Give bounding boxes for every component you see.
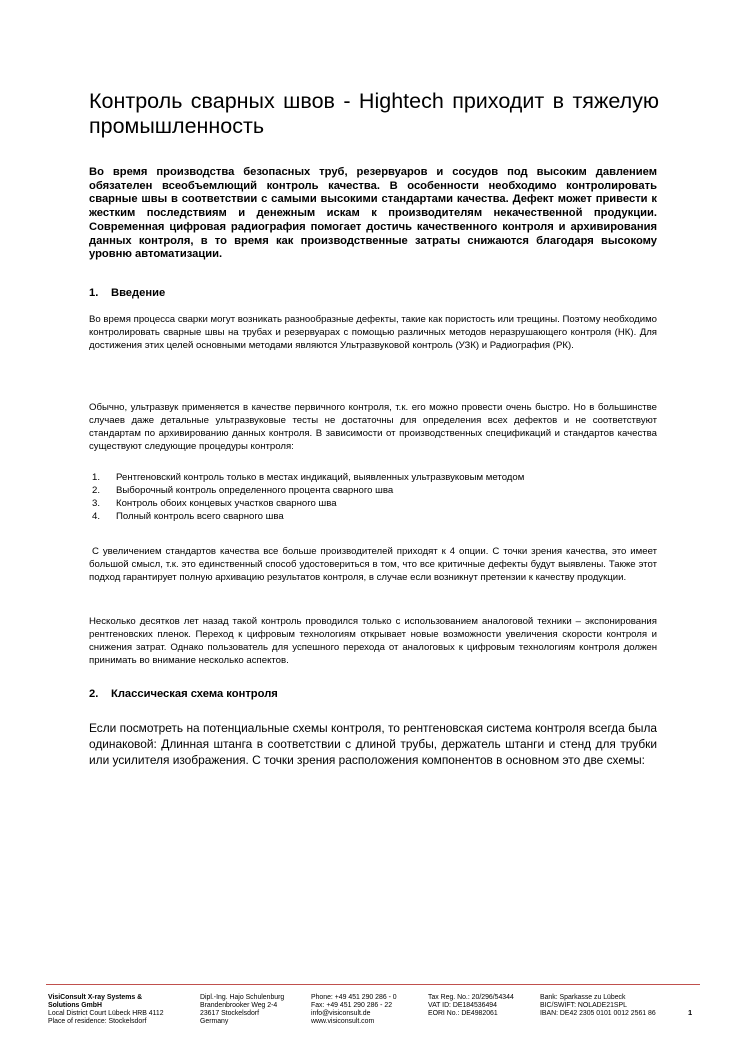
list-item: 1. Рентгеновский контроль только в местах индикаций, выявленных ультразвуковым методом xyxy=(92,472,525,483)
footer-company: VisiConsult X-ray Systems & Solutions GmbH Local District Court Lübeck HRB 4112 Place of residence: Stockelsdorf xyxy=(48,994,164,1026)
section-1-heading xyxy=(89,287,165,299)
lead-paragraph: Во время производства безопасных труб, резервуаров и сосудов под высоким давлением обязателен всеобъемлющий контроль качества. В особенности необходимо контролировать сварные швы в соответствии с самыми высокими стандартами качества. Дефект может привести к жестким последствиям и денежным искам к производителям некачественной продукции. Современная цифровая радиография помогает достичь качественного контроля и архивирования данных контроля, в то время как производственные затраты снижаются благодаря высокому уровню автоматизации. xyxy=(89,166,657,261)
procedure-list xyxy=(89,471,649,523)
footer-tax: Tax Reg. No.: 20/296/54344 VAT ID: DE184536494 EORI No.: DE4982061 xyxy=(428,994,514,1018)
section-1-paragraph-1: Во время процесса сварки могут возникать разнообразные дефекты, такие как пористость или трещины. Поэтому необходимо контролировать сварные швы на трубах и резервуарах с помощью различных методов неразрушающего контроля (НК). Для достижения этих целей основными методами являются Ультразвуковой контроль (УЗК) и Радиография (РК). xyxy=(89,314,657,352)
list-item: 3. Контроль обоих концевых участков сварного шва xyxy=(92,498,337,510)
footer-contact: Phone: +49 451 290 286 - 0 Fax: +49 451 290 286 - 22 info@visiconsult.de www.visiconsult.com xyxy=(311,994,397,1026)
footer-rule xyxy=(46,984,700,985)
list-item: 4. Полный контроль всего сварного шва xyxy=(92,511,284,523)
footer-bank: Bank: Sparkasse zu Lübeck BIC/SWIFT: NOLADE21SPL IBAN: DE42 2305 0101 0012 2561 86 xyxy=(540,994,656,1018)
section-1-paragraph-2: Обычно, ультразвук применяется в качестве первичного контроля, т.к. его можно провести очень быстро. Но в большинстве случаев даже детальные ультразвуковые тесты не достаточны для определения всех дефектов и не соответствуют стандартам по архивированию данных контроля. В зависимости от производственных спецификаций и стандартов качества существуют следующие процедуры контроля: xyxy=(89,402,657,453)
section-2-number: 2. xyxy=(89,688,99,700)
section-2-paragraph-1: Если посмотреть на потенциальные схемы контроля, то рентгеновская система контроля всегда была одинаковой: Длинная штанга в соответствии с длиной трубы, держатель штанги и стенд для трубки или усилителя изображения. С точки зрения расположения компонентов в основном это две схемы: xyxy=(89,721,657,767)
section-1-paragraph-3: С увеличением стандартов качества все больше производителей приходят к 4 опции. С точки зрения качества, это имеет большой смысл, т.к. это единственный способ удостовериться в том, что все критичные дефекты будут выявлены. Также этот подход гарантирует полную архивацию результатов контроля, в случае если возникнут претензии к качеству продукции. xyxy=(89,546,657,584)
section-1-number: 1. xyxy=(89,287,99,299)
page-number: 1 xyxy=(688,1008,693,1017)
section-1-title: Введение xyxy=(111,287,166,299)
section-2-heading xyxy=(89,688,278,700)
section-2-title: Классическая схема контроля xyxy=(111,688,278,700)
footer-address: Dipl.-Ing. Hajo Schulenburg Brandenbrooker Weg 2-4 23617 Stockelsdorf Germany xyxy=(200,994,285,1026)
list-item: 2. Выборочный контроль определенного процента сварного шва xyxy=(92,485,394,497)
document-title: Контроль сварных швов - Hightech приходит в тяжелую промышленность xyxy=(89,89,659,138)
section-1-paragraph-4: Несколько десятков лет назад такой контроль проводился только с использованием аналоговой техники – экспонирования рентгеновских пленок. Переход к цифровым технологиям открывает новые возможности увеличения скорости контроля и снижения затрат. Однако пользователь для успешного перехода от аналоговых к цифровым технологиям контроля должен принимать во внимание несколько аспектов. xyxy=(89,616,657,667)
